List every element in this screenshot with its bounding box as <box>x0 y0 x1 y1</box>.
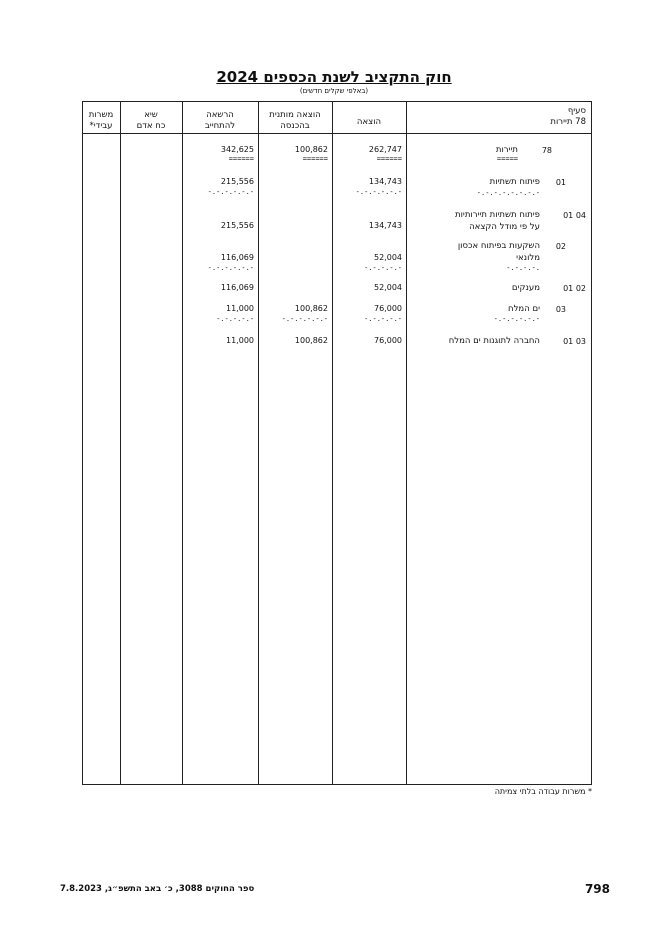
page-title: חוק התקציב לשנת הכספים 2024 <box>216 68 452 86</box>
header-divider <box>82 133 592 134</box>
expense-value: 76,000 <box>374 304 402 313</box>
table-frame <box>82 101 592 785</box>
total-mark: ====== <box>302 155 328 163</box>
expense-value: 262,747 <box>368 145 402 154</box>
row-label: מענקים <box>511 283 540 293</box>
expense-value: 52,004 <box>374 283 402 292</box>
authorization-value: 11,000 <box>226 304 254 313</box>
conditional-value: 100,862 <box>294 145 328 154</box>
header-section-line2: 78 תיירות <box>550 117 586 127</box>
column-divider <box>120 101 121 785</box>
subtotal-mark: -.-.-.-.-.- <box>207 188 254 196</box>
column-divider <box>332 101 333 785</box>
subtotal-mark: -.-.-.-.-.- <box>281 315 328 323</box>
expense-value: 134,743 <box>368 177 402 186</box>
row-code: 78 <box>541 146 552 155</box>
row-code: 01 04 <box>563 211 586 220</box>
row-label-continued: על פי מודל הקצאה <box>469 222 540 232</box>
header-workers-line2: עבידי* <box>89 121 113 131</box>
page-subtitle: (באלפי שקלים חדשים) <box>299 87 369 95</box>
row-label-continued: מלונאי <box>516 253 540 263</box>
header-expense: הוצאה <box>356 117 382 127</box>
subtotal-mark: -.-.-.-.- <box>216 315 254 323</box>
footnote: * משרות עבודה בלתי צמיתה <box>494 787 592 796</box>
header-section-line1: סעיף <box>567 106 586 116</box>
row-label: השקעות בפיתוח אכסון <box>457 241 540 251</box>
header-manpower <box>120 110 182 132</box>
header-authorization-line2: להתחייב <box>204 121 236 131</box>
header-authorization <box>182 110 258 132</box>
page-number: 798 <box>584 882 610 896</box>
row-label-underline: -.-.-.-. <box>506 264 540 272</box>
row-label-underline: -.-.-.-.-.- <box>493 315 540 323</box>
header-conditional <box>258 110 332 132</box>
header-conditional-line1: הוצאה מותנית <box>269 110 321 120</box>
subtotal-mark: -.-.-.-.- <box>364 315 402 323</box>
total-mark: ====== <box>228 155 254 163</box>
conditional-value: 100,862 <box>294 304 328 313</box>
row-code: 01 <box>555 178 566 187</box>
conditional-value: 100,862 <box>294 336 328 345</box>
row-label: ים המלח <box>508 304 540 314</box>
authorization-value: 215,556 <box>220 177 254 186</box>
publication-info: ספר החוקים 3088, כ׳ באב התשפ״ג, 7.8.2023 <box>60 884 255 894</box>
authorization-value: 116,069 <box>220 283 254 292</box>
authorization-value: 215,556 <box>220 221 254 230</box>
row-label: תיירות <box>495 145 518 155</box>
authorization-value: 11,000 <box>226 336 254 345</box>
header-manpower-line1: שיא <box>144 110 158 120</box>
subtotal-mark: -.-.-.-.-.- <box>207 264 254 272</box>
row-code: 03 <box>555 305 566 314</box>
total-mark: ====== <box>376 155 402 163</box>
header-section <box>420 106 586 128</box>
subtotal-mark: -.-.-.-.- <box>364 264 402 272</box>
row-label: פיתוח תשתיות תיירותיות <box>455 210 540 220</box>
row-code: 02 <box>555 242 566 251</box>
expense-value: 52,004 <box>374 253 402 262</box>
column-divider <box>406 101 407 785</box>
row-label-underline: ===== <box>496 155 518 163</box>
column-divider <box>182 101 183 785</box>
column-divider <box>258 101 259 785</box>
header-authorization-line1: הרשאה <box>206 110 234 120</box>
authorization-value: 342,625 <box>220 145 254 154</box>
expense-value: 134,743 <box>368 221 402 230</box>
header-conditional-line2: בהכנסה <box>280 121 310 131</box>
header-workers <box>82 110 120 132</box>
header-workers-line1: משרות <box>88 110 114 120</box>
subtotal-mark: -.-.-.-.-.- <box>355 188 402 196</box>
expense-value: 76,000 <box>374 336 402 345</box>
row-code: 01 03 <box>563 337 586 346</box>
authorization-value: 116,069 <box>220 253 254 262</box>
row-label-underline: -.-.-.-.-.-.-.- <box>476 189 540 197</box>
row-label: החברה לתוגנות ים המלח <box>448 336 540 346</box>
row-label: פיתוח תשתיות <box>489 177 540 187</box>
row-code: 01 02 <box>563 284 586 293</box>
header-manpower-line2: כח אדם <box>136 121 166 131</box>
